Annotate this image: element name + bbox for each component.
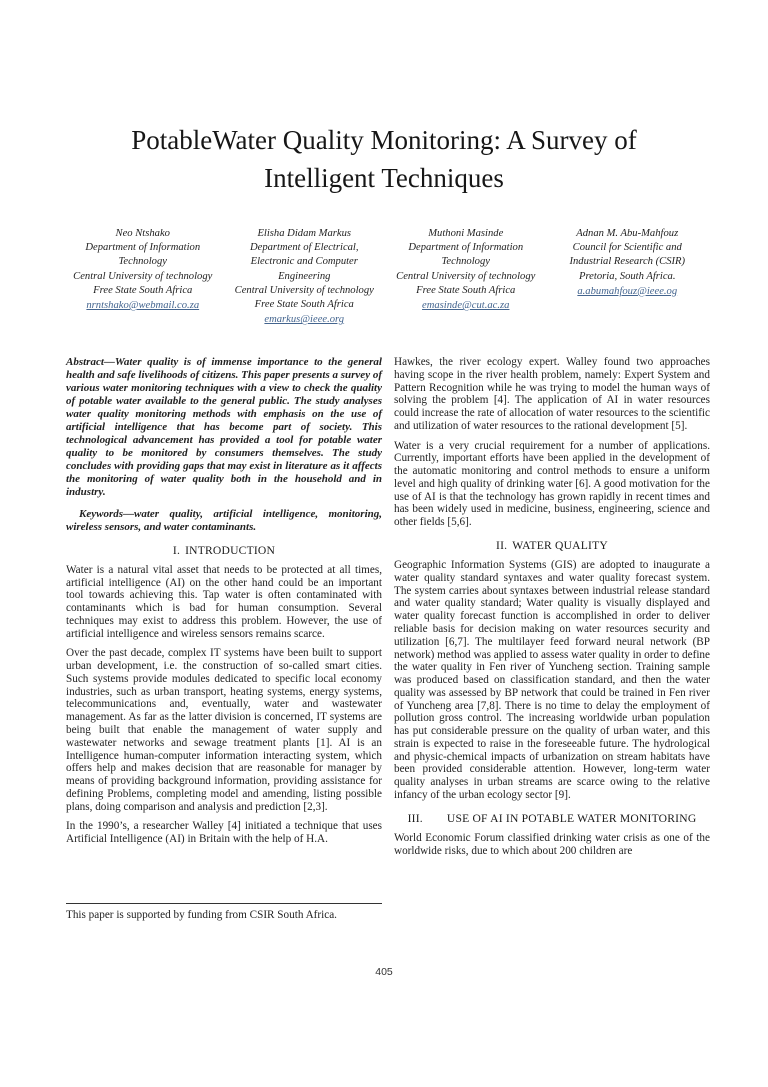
author-block xyxy=(62,227,708,327)
body-columns xyxy=(66,356,710,864)
body-paragraph: Over the past decade, complex IT systems have been built to support urban development, i.e. the construction of so-called smart cities. Such systems provide modules dedicated to specific local economy industries, such as urban transport, heating systems, energy systems, telecommunications and, eventually, water and wastewater management. As far as the latter division is concerned, IT systems are being built that enable the management of water supply and wastewater networks and sewage treatment plants [1]. AI is an Intelligence human-computer information interacting system, which offers help and makes decision that are reasonable for manager by means of providing background information, providing assistance for defining Problems, completing model and amending, listing possible plans, doing comparison and analysis and prediction [2,3]. xyxy=(66,647,382,813)
author-name: Elisha Didam Markus xyxy=(257,228,352,239)
body-paragraph: Geographic Information Systems (GIS) are adopted to inaugurate a water quality standard syntaxes and water quality forecast system. The system carries about syntaxes between industrial release standard and water quality standard; Water quality is visually displayed and water quality forecast function is accomplished in order to deliver reliable basis for decision making on water resources security and utilization [6,7]. The multilayer feed forward neural network (BP network) method was applied to assess water quality in order to define the water quality in Fen river of Yuncheng section. Training sample was produced based on classification standard, and then the water quality was assessed by BP network that could be trained in Fen river of Yuncheng area [7,8]. There is no time to delay the employment of pollution gross control. The increasing worldwide urban population has put considerable pressure on the quality of urban water, and this strain is expected to raise in the foreseeable future. The hydrological and physic-chemical impacts of urbanization on stream habitats have been provided considerable attention. However, long-term water quality analyses in urban streams are scarce owing to the relative infancy of the urban ecology sector [9]. xyxy=(394,559,710,801)
author-affiliation-line: Industrial Research (CSIR) xyxy=(569,256,686,268)
section-number: III. xyxy=(407,811,423,825)
footnote-separator xyxy=(66,903,382,904)
author-affiliation-line: Council for Scientific and xyxy=(572,242,682,254)
paper-title xyxy=(0,122,768,198)
author-affiliation-line: Central University of technology xyxy=(234,284,374,296)
section-title: USE OF AI IN POTABLE WATER MONITORING xyxy=(446,811,697,825)
author-affiliation-line: Central University of technology xyxy=(396,270,536,282)
left-column xyxy=(66,356,382,864)
section-heading-ai-monitoring xyxy=(394,812,710,825)
author-affiliation-line: Free State South Africa xyxy=(93,284,193,296)
body-paragraph: Hawkes, the river ecology expert. Walley found two approaches having scope in the river health problem, namely: Expert System and Pattern Recognition while he was trying to model the human ways of solving the problem [4]. The application of AI in water resources could increase the rate of allocation of water resources to the scientific and utilization of water resources to the rational development [5]. xyxy=(394,356,710,432)
paper-title-line-2: Intelligent Techniques xyxy=(264,162,504,193)
body-paragraph: In the 1990’s, a researcher Walley [4] initiated a technique that uses Artificial Intelligence (AI) in Britain with the help of H.A. xyxy=(66,820,382,846)
author-1 xyxy=(62,227,224,327)
author-email-link[interactable]: emasinde@cut.ac.za xyxy=(422,299,510,311)
section-title: INTRODUCTION xyxy=(185,543,276,557)
author-name: Neo Ntshako xyxy=(115,228,170,239)
author-name: Muthoni Masinde xyxy=(428,228,504,239)
right-column xyxy=(394,356,710,864)
page-number: 405 xyxy=(375,966,393,978)
author-affiliation-line: Electronic and Computer xyxy=(250,256,358,268)
author-affiliation-line: Engineering xyxy=(278,270,331,282)
section-heading-introduction xyxy=(66,544,382,557)
author-3 xyxy=(385,227,547,327)
author-affiliation-line: Technology xyxy=(118,256,167,268)
keywords-paragraph: Keywords—water quality, artificial intelligence, monitoring, wireless sensors, and water contaminants. xyxy=(66,507,382,533)
author-email-link[interactable]: emarkus@ieee.org xyxy=(264,314,345,326)
author-affiliation-line: Department of Electrical, xyxy=(249,242,359,254)
author-name: Adnan M. Abu-Mahfouz xyxy=(576,228,679,239)
footnote xyxy=(66,903,382,921)
author-affiliation-line: Department of Information xyxy=(85,242,201,254)
paper-title-line-1: PotableWater Quality Monitoring: A Survey of xyxy=(131,125,637,155)
author-2 xyxy=(224,227,386,327)
author-affiliation-line: Pretoria, South Africa. xyxy=(578,270,676,282)
author-4 xyxy=(547,227,709,327)
body-paragraph: Water is a very crucial requirement for a number of applications. Currently, important efforts have been applied in the development of the automatic monitoring and control methods to ensure a uniform level and high quality of drinking water [6]. A good motivation for the use of AI is that the technology has grown rapidly in recent times and has been widely used in medicine, business, engineering, science and other fields [5,6]. xyxy=(394,439,710,529)
author-email-link[interactable]: nrntshako@webmail.co.za xyxy=(86,299,200,311)
author-affiliation-line: Technology xyxy=(441,256,490,268)
abstract-paragraph: Abstract—Water quality is of immense importance to the general health and safe livelihoods of citizens. This paper presents a survey of various water monitoring techniques with a view to check the quality of potable water available to the general public. The study analyses water quality monitoring methods with emphasis on the use of artificial intelligence that has become part of society. This technological advancement has provided a tool for potable water quality to be monitored by consumers themselves. The study concludes with providing gaps that may exist in literature as it affects the monitoring of water quality both in the household and in industry. xyxy=(66,356,382,498)
section-heading-water-quality xyxy=(394,539,710,552)
section-title: WATER QUALITY xyxy=(512,538,608,552)
author-email-link[interactable]: a.abumahfouz@ieee.og xyxy=(577,285,678,297)
author-affiliation-line: Free State South Africa xyxy=(254,298,354,310)
author-affiliation-line: Central University of technology xyxy=(73,270,213,282)
body-paragraph: Water is a natural vital asset that needs to be protected at all times, artificial intelligence (AI) on the other hand could be an important tool towards achieving this. Tap water is often contaminated with contaminants which is bad for human consumption. Several techniques may exist to address this problem. However, the use of artificial intelligence and wireless sensors remains scarce. xyxy=(66,563,382,640)
section-number: I. xyxy=(172,543,181,557)
author-affiliation-line: Free State South Africa xyxy=(416,284,516,296)
footnote-text: This paper is supported by funding from CSIR South Africa. xyxy=(66,909,337,921)
body-paragraph: World Economic Forum classified drinking water crisis as one of the worldwide risks, due to which about 200 children are xyxy=(394,831,710,857)
section-number: II. xyxy=(496,538,508,552)
author-affiliation-line: Department of Information xyxy=(408,242,524,254)
